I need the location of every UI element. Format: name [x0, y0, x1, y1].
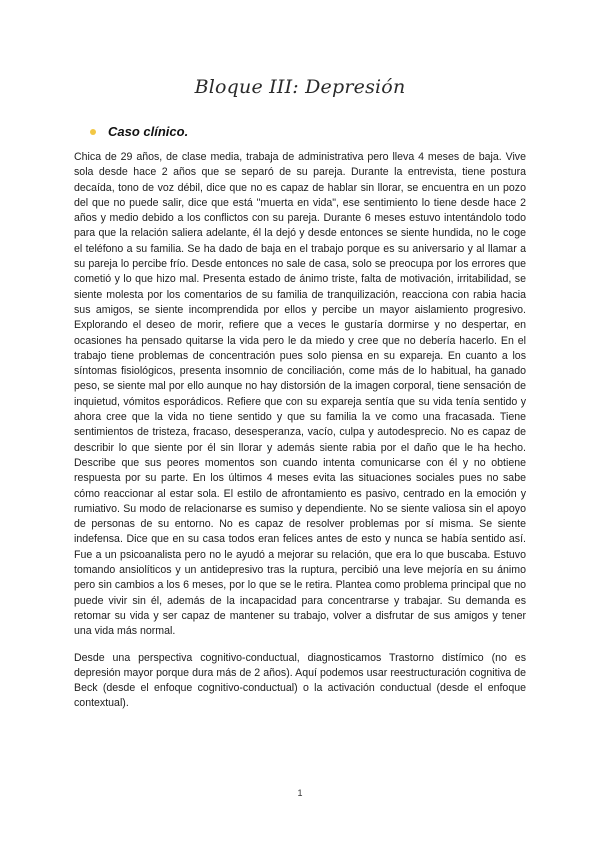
body-text	[74, 150, 526, 723]
bullet-dot-icon	[90, 129, 96, 135]
document-title: Bloque III: Depresión	[194, 76, 406, 98]
section-heading: Caso clínico.	[108, 124, 189, 139]
case-paragraph: Chica de 29 años, de clase media, trabaja de administrativa pero lleva 4 meses de baja. Vive sola desde hace 2 años que se separó de su pareja. Durante la entrevista, tiene postura decaída, tono de voz débil, dice que no es capaz de hablar sin llorar, se encuentra en un pozo del que no puede salir, dice que está "muerta en vida", ese sentimiento lo tiene desde hace 2 años y medio debido a los conflictos con su pareja. Durante 6 meses estuvo intentándolo todo para que la relación saliera adelante, él la dejó y desde entonces se siente hundida, no le coge el teléfono a su familia. Se ha dado de baja en el trabajo porque es su aniversario y al llamar a su pareja lo percibe frío. Desde entonces no sale de casa, solo se preocupa por los errores que cometió y lo que hizo mal. Presenta estado de ánimo triste, falta de motivación, irritabilidad, se siente molesta por los comentarios de su familia de tranquilización, reacciona con rabia hacia sus amigos, se siente incomprendida por ellos y percibe un mayor aislamiento progresivo. Explorando el deseo de morir, refiere que a veces le gustaría dormirse y no despertar, en ocasiones ha pensado quitarse la vida pero le da miedo y cree que no debería hacerlo. En el trabajo tiene problemas de concentración pues solo piensa en su expareja. En cuanto a los síntomas fisiológicos, presenta insomnio de conciliación, come más de lo habitual, ha ganado peso, se siente mal por ello aunque no hay distorsión de la imagen corporal, tiene sensación de inquietud, vómitos esporádicos. Refiere que con su expareja sentía que su vida tenía sentido y ahora cree que la vida no tiene sentido y que su familia la ve como una fracasada. Tiene sentimientos de tristeza, fracaso, desesperanza, vacío, culpa y autodesprecio. No es capaz de describir lo que siente por él sin llorar y además siente rabia por el daño que le ha hecho. Describe que sus peores momentos son cuando intenta comunicarse con él y no obtiene respuesta por su parte. En los últimos 4 meses evita las situaciones sociales pues no sabe cómo reaccionar al estar sola. El estilo de afrontamiento es pasivo, centrado en la emoción y rumiativo. Su modo de relacionarse es sumiso y dependiente. No se siente valiosa sin el apoyo de personas de su entorno. No es capaz de resolver problemas por sí misma. Se siente indefensa. Dice que en su casa todos eran felices antes de esto y nunca se había sentido así. Fue a un psicoanalista pero no le ayudó a mejorar su relación, que era lo que buscaba. Estuvo tomando ansiolíticos y un antidepresivo tras la ruptura, percibió una leve mejoría en su ánimo pero sin cambios a los 6 meses, por lo que se le retira. Plantea como problema principal que no puede vivir sin él, además de la incapacidad para concentrarse y trabajar. Su demanda es retomar su vida y ser capaz de mantener su trabajo, volver a disfrutar de sus amigos y tener una vida más normal.	[74, 151, 526, 638]
diagnosis-paragraph: Desde una perspectiva cognitivo-conductual, diagnosticamos Trastorno distímico (no es depresión mayor porque dura más de 2 años). Aquí podemos usar reestructuración cognitiva de Beck (desde el enfoque cognitivo-conductual) o la activación conductual (desde el enfoque contextual).	[74, 651, 526, 710]
page-number: 1	[297, 788, 303, 798]
section-bullet	[90, 124, 188, 139]
